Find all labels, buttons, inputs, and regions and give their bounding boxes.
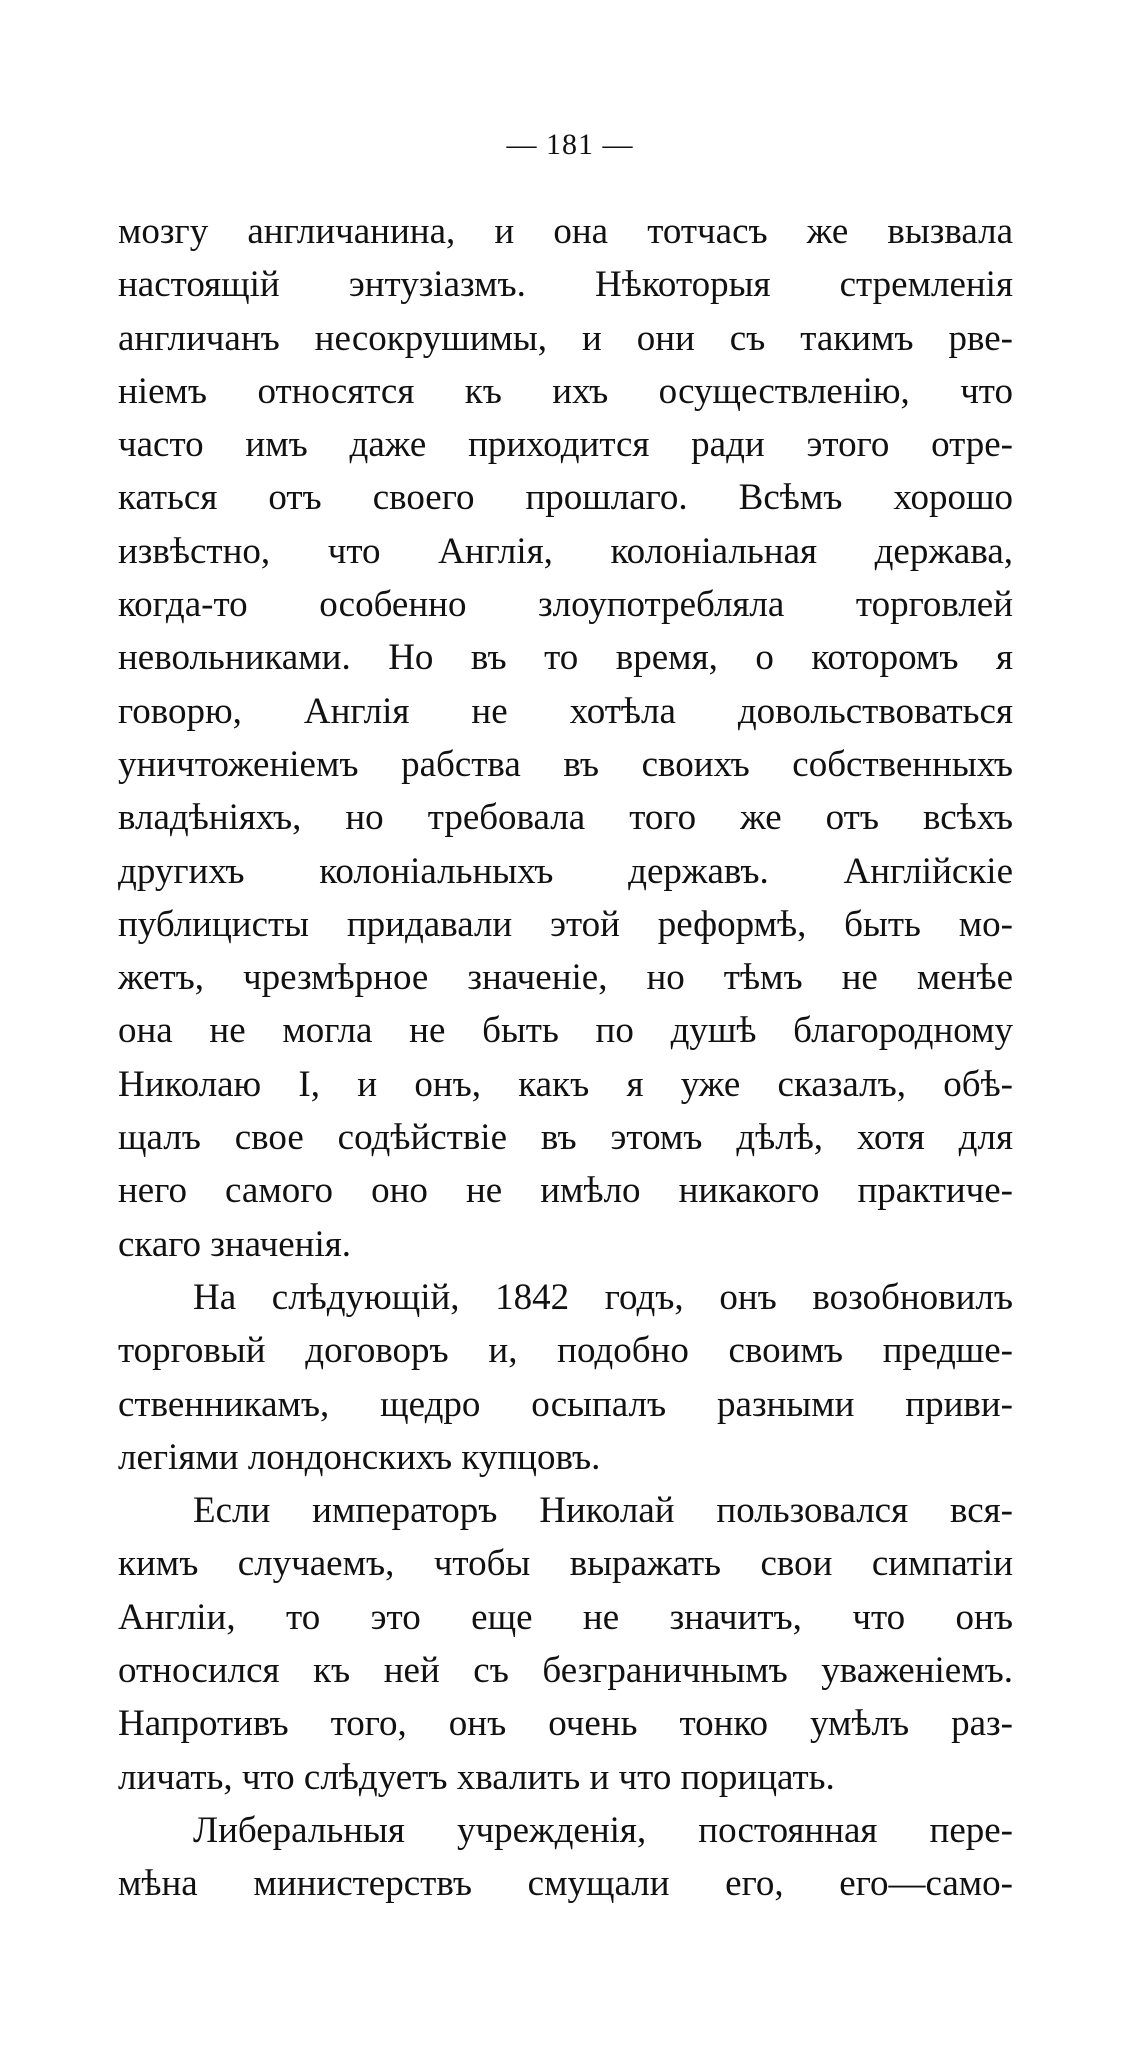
text-line: англичанъ несокрушимы, и они съ такимъ рве- [118, 317, 1013, 359]
paragraph-start-line: На слѣдующій, 1842 годъ, онъ возобновилъ [193, 1276, 1013, 1318]
text-line: кимъ случаемъ, чтобы выражать свои симпатіи [118, 1543, 1013, 1585]
paragraph-end-line: скаго значенія. [118, 1223, 352, 1265]
text-line: настоящій энтузіазмъ. Нѣкоторыя стремленія [118, 264, 1013, 306]
text-line: каться отъ своего прошлаго. Всѣмъ хорошо [118, 477, 1013, 519]
page-number: — 181 — [506, 128, 634, 161]
text-line: другихъ колоніальныхъ державъ. Англійскіе [118, 850, 1013, 892]
text-line: мозгу англичанина, и она тотчасъ же вызвала [118, 211, 1013, 252]
text-line: говорю, Англія не хотѣла довольствоваться [118, 690, 1013, 732]
text-line: часто имъ даже приходится ради этого отре- [118, 424, 1013, 466]
text-line: ніемъ относятся къ ихъ осуществленію, что [118, 370, 1013, 412]
text-line: относился къ ней съ безграничнымъ уваженіемъ. [118, 1650, 1013, 1692]
text-line: владѣніяхъ, но требовала того же отъ всѣхъ [118, 797, 1013, 839]
text-line: щалъ свое содѣйствіе въ этомъ дѣлѣ, хотя для [118, 1117, 1013, 1159]
text-line: извѣстно, что Англія, колоніальная держава, [118, 530, 1013, 572]
text-line: невольниками. Но въ то время, о которомъ я [118, 637, 1013, 679]
text-line: Напротивъ того, онъ очень тонко умѣлъ раз- [118, 1703, 1013, 1745]
text-line: жетъ, чрезмѣрное значеніе, но тѣмъ не менѣе [118, 957, 1013, 999]
text-line: Англіи, то это еще не значитъ, что онъ [118, 1596, 1013, 1638]
text-line: Николаю I, и онъ, какъ я уже сказалъ, обѣ- [118, 1063, 1013, 1105]
text-line: торговый договоръ и, подобно своимъ предше- [118, 1330, 1013, 1372]
text-line: ственникамъ, щедро осыпалъ разными приви- [118, 1383, 1013, 1425]
paragraph-start-line: Либеральныя учрежденія, постоянная пере- [193, 1809, 1013, 1851]
text-line: него самого оно не имѣло никакого практиче- [118, 1170, 1013, 1212]
text-line: когда-то особенно злоупотребляла торговлей [118, 584, 1013, 626]
text-line: она не могла не быть по душѣ благородному [118, 1010, 1013, 1052]
body-text [118, 205, 1013, 1911]
text-line: уничтоженіемъ рабства въ своихъ собственныхъ [118, 743, 1013, 785]
text-line: мѣна министерствъ смущали его, его—само- [118, 1863, 1013, 1905]
text-line: публицисты придавали этой реформѣ, быть мо- [118, 903, 1013, 945]
paragraph-end-line: легіями лондонскихъ купцовъ. [118, 1436, 601, 1478]
paragraph-end-line: личать, что слѣдуетъ хвалить и что порицать. [118, 1756, 835, 1798]
paragraph-start-line: Если императоръ Николай пользовался вся- [193, 1490, 1013, 1532]
